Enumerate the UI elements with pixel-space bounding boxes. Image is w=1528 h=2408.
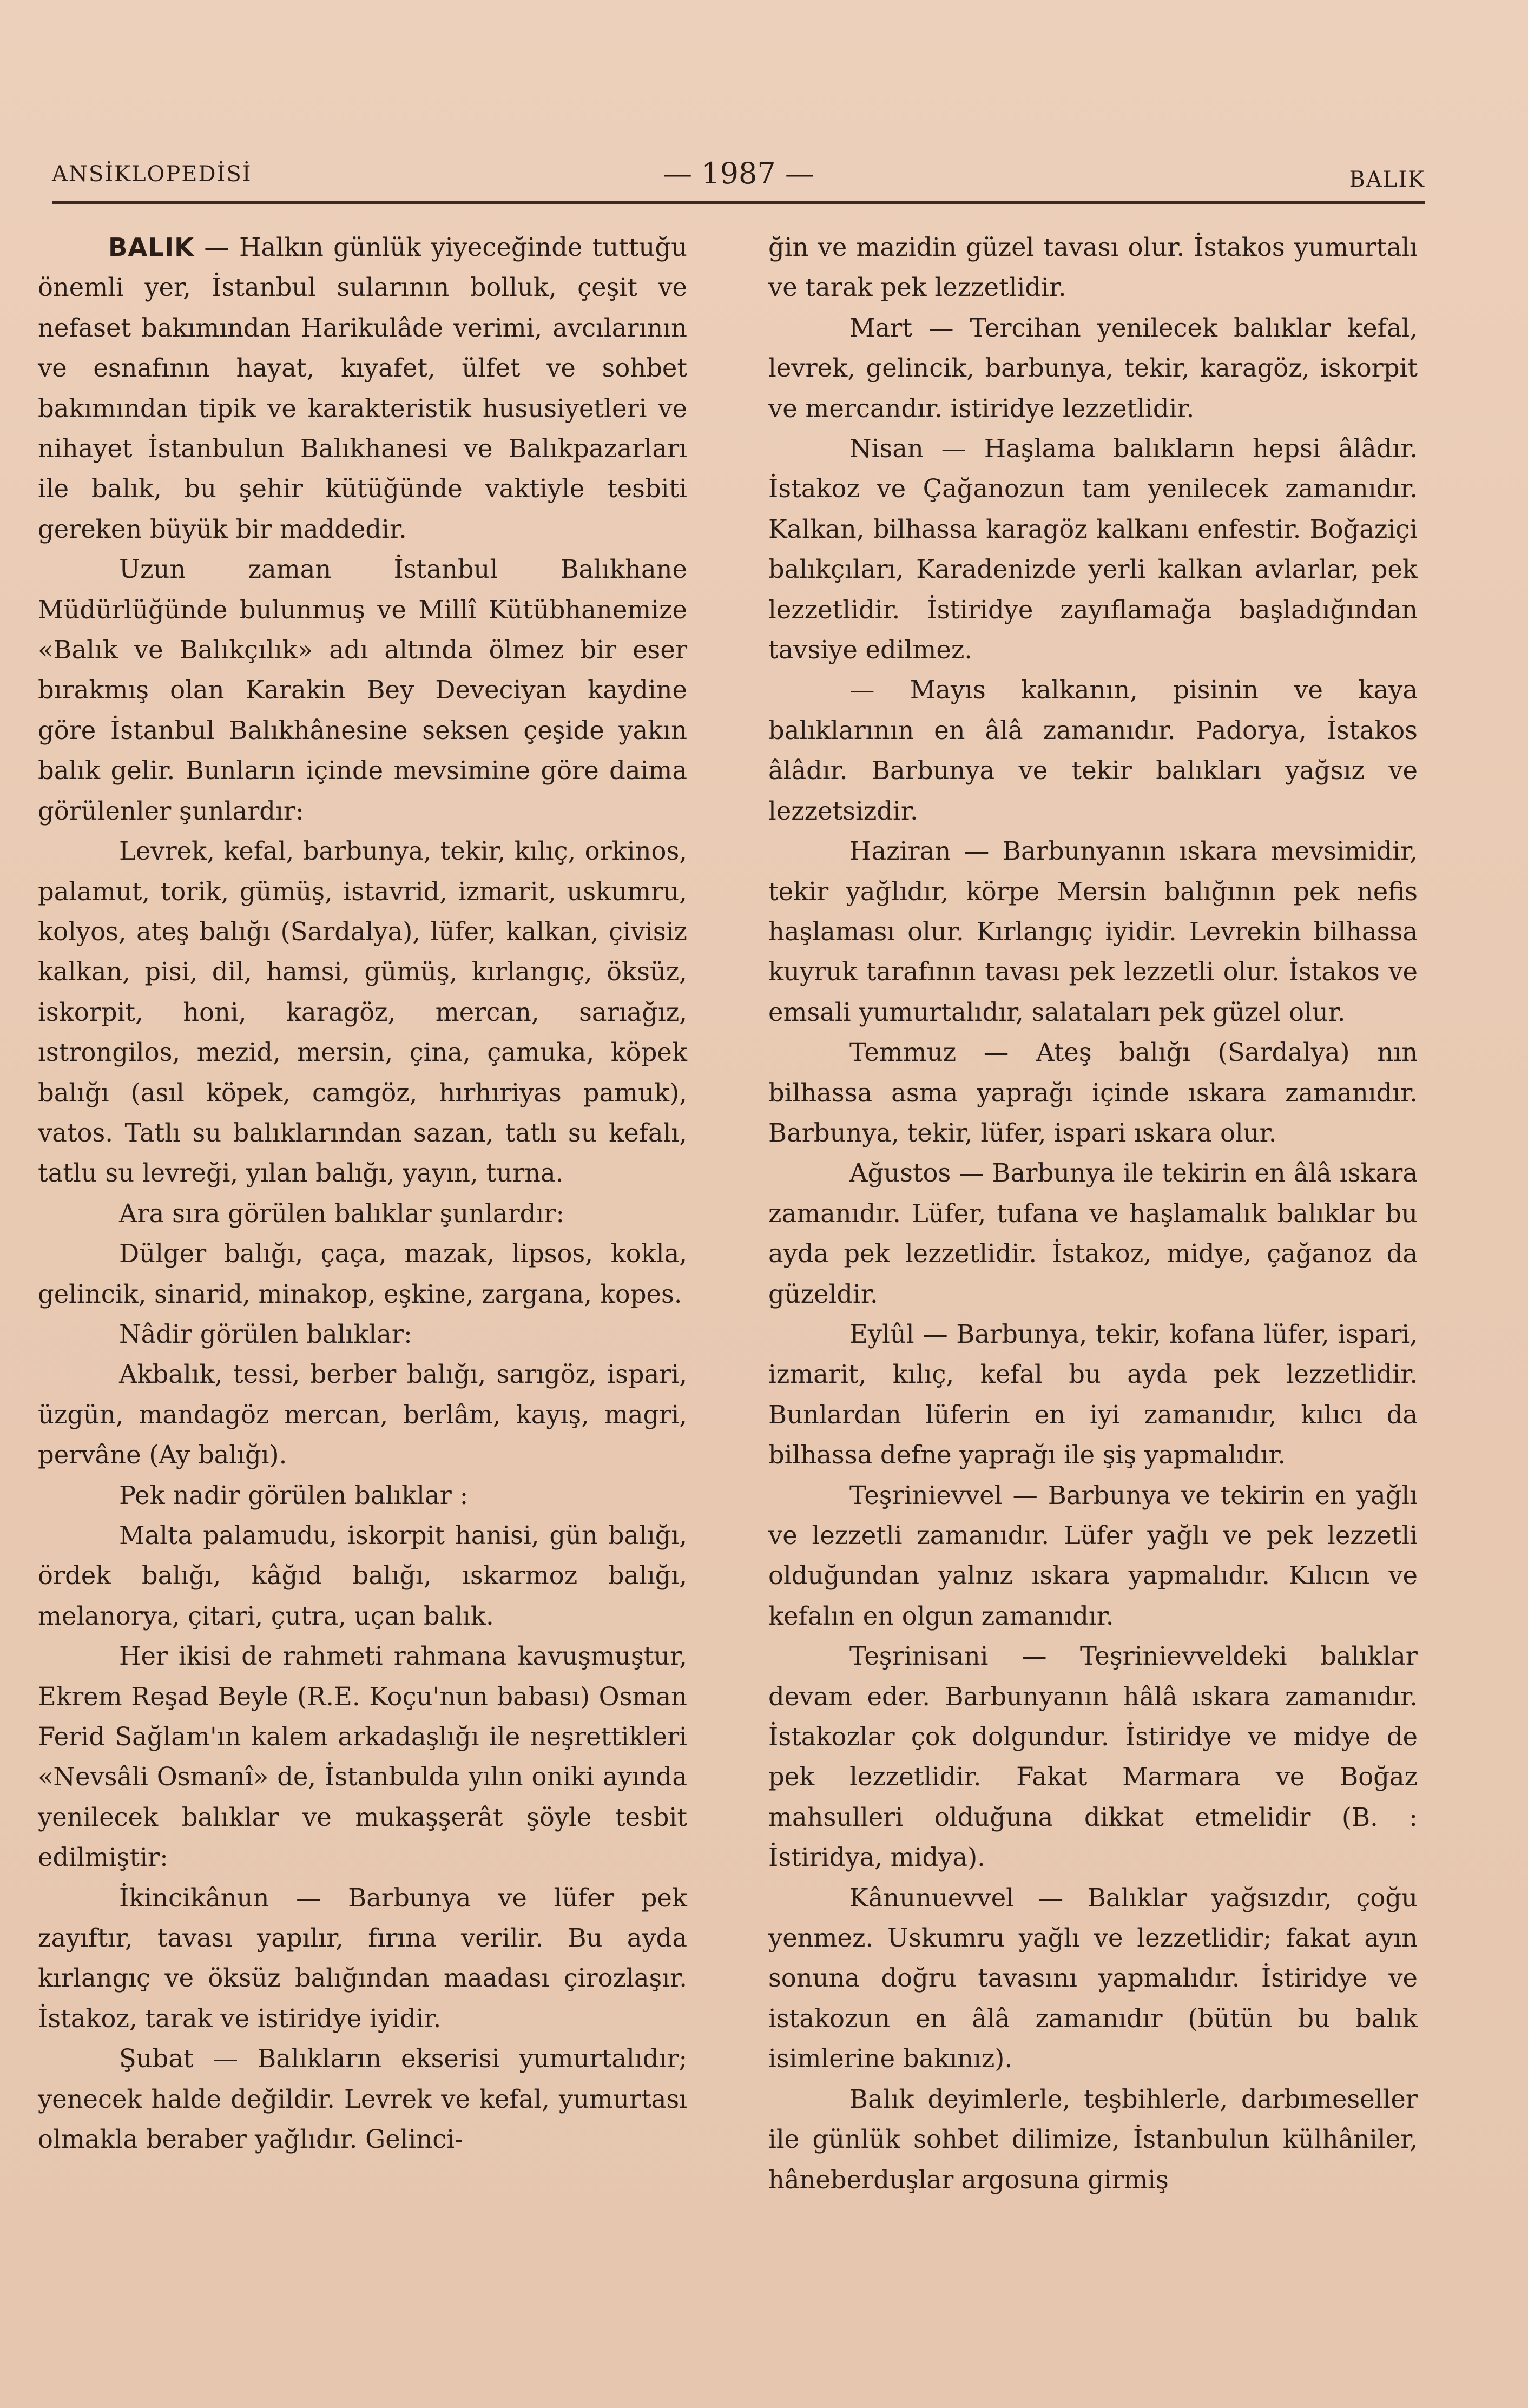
paragraph: Malta palamudu, iskorpit hanisi, gün balığı, ördek balığı, kâğıd balığı, ıskarmoz balığı, melanorya, çitari, çutra, uçan balık. [38, 1521, 687, 1631]
paragraph: Akbalık, tessi, berber balığı, sarıgöz, ispari, üzgün, mandagöz mercan, berlâm, kayış, magri, pervâne (Ay balığı). [38, 1360, 687, 1470]
entry-headword: BALIK [108, 233, 195, 262]
paragraph: Levrek, kefal, barbunya, tekir, kılıç, orkinos, palamut, torik, gümüş, istavrid, izmarit, uskumru, kolyos, ateş balığı (Sardalya), lüfer, kalkan, çivisiz kalkan, pisi, dil, hamsi, gümüş, kırlangıç, öksüz, iskorpit, honi, karagöz, mercan, sarıağız, ıstrongilos, mezid, mersin, çina, çamuka, köpek balığı (asıl köpek, camgöz, hırhıriyas pamuk), vatos. Tatlı su balıklarından sazan, tatlı su kefalı, tatlu su levreği, yılan balığı, yayın, turna. [38, 836, 687, 1188]
paragraph: Dülger balığı, çaça, mazak, lipsos, kokla, gelincik, sinarid, minakop, eşkine, zargana, kopes. [38, 1239, 687, 1309]
paragraph: Balık deyimlerle, teşbihlerle, darbımeseller ile günlük sohbet dilimize, İstanbulun külhâniler, hâneberduşlar argosuna girmiş [768, 2084, 1418, 2194]
paragraph: Eylûl — Barbunya, tekir, kofana lüfer, ispari, izmarit, kılıç, kefal bu ayda pek lezzetlidir. Bunlardan lüferin en iyi zamanıdır, kılıcı da bilhassa defne yaprağı ile şiş yapmalıdır. [768, 1319, 1418, 1470]
running-header [52, 154, 1425, 197]
header-rule [52, 201, 1425, 204]
paragraph: Nâdir görülen balıklar: [119, 1319, 412, 1349]
paragraph: Temmuz — Ateş balığı (Sardalya) nın bilhassa asma yaprağı içinde ıskara zamanıdır. Barbunya, tekir, lüfer, ispari ıskara olur. [768, 1038, 1418, 1147]
paragraph: Her ikisi de rahmeti rahmana kavuşmuştur, Ekrem Reşad Beyle (R.E. Koçu'nun babası) Osman Ferid Sağlam'ın kalem arkadaşlığı ile neşrettikleri «Nevsâli Osmanî» de, İstanbulda yılın oniki ayında yenilecek balıklar ve mukaşşerât şöyle tesbit edilmiştir: [38, 1641, 687, 1872]
left-column [38, 227, 687, 2380]
right-column [768, 227, 1418, 2380]
entry-text: — Halkın günlük yiyeceğinde tuttuğu önemli yer, İstanbul sularının bolluk, çeşit ve nefaset bakımından Harikulâde verimi, avcılarının ve esnafının hayat, kıyafet, ülfet ve sohbet bakımından tipik ve karakteristik hususiyetleri ve nihayet İstanbulun Balıkhanesi ve Balıkpazarları ile balık, bu şehir kütüğünde vaktiyle tesbiti gereken büyük bir maddedir. [38, 233, 687, 544]
paragraph: Uzun zaman İstanbul Balıkhane Müdürlüğünde bulunmuş ve Millî Kütübhanemize «Balık ve Balıkçılık» adı altında ölmez bir eser bırakmış olan Karakin Bey Deveciyan kaydine göre İstanbul Balıkhânesine seksen çeşide yakın balık gelir. Bunların içinde mevsimine göre daima görülenler şunlardır: [38, 555, 687, 826]
entry-paragraph [38, 227, 687, 549]
paragraph: İkincikânun — Barbunya ve lüfer pek zayıftır, tavası yapılır, fırına verilir. Bu ayda kırlangıç ve öksüz balığından maadası çirozlaşır. İstakoz, tarak ve istiridye iyidir. [38, 1883, 687, 2033]
paragraph: Kânunuevvel — Balıklar yağsızdır, çoğu yenmez. Uskumru yağlı ve lezzetlidir; fakat ayın sonuna doğru tavasını yapmalıdır. İstiridye ve istakozun en âlâ zamanıdır (bütün bu balık isimlerine bakınız). [768, 1883, 1418, 2074]
header-right-keyword: BALIK [1349, 167, 1425, 192]
page-number: — 1987 — [663, 156, 814, 190]
paragraph: Ağustos — Barbunya ile tekirin en âlâ ıskara zamanıdır. Lüfer, tufana ve haşlamalık balıklar bu ayda pek lezzetlidir. İstakoz, midye, çağanoz da güzeldir. [768, 1158, 1418, 1309]
paragraph: Teşrinisani — Teşrinievveldeki balıklar devam eder. Barbunyanın hâlâ ıskara zamanıdır. İstakozlar çok dolgundur. İstiridye ve midye de pek lezzetlidir. Fakat Marmara ve Boğaz mahsulleri olduğuna dikkat etmelidir (B. : İstiridya, midya). [768, 1641, 1418, 1872]
paragraph: Nisan — Haşlama balıkların hepsi âlâdır. İstakoz ve Çağanozun tam yenilecek zamanıdır. Kalkan, bilhassa karagöz kalkanı enfestir. Boğaziçi balıkçıları, Karadenizde yerli kalkan avlarlar, pek lezzetlidir. İstiridye zayıflamağa başladığından tavsiye edilmez. [768, 434, 1418, 665]
paragraph: Ara sıra görülen balıklar şunlardır: [119, 1198, 565, 1228]
paragraph: Teşrinievvel — Barbunya ve tekirin en yağlı ve lezzetli zamanıdır. Lüfer yağlı ve pek lezzetli olduğundan yalnız ıskara yapmalıdır. Kılıcın ve kefalın en olgun zamanıdır. [768, 1480, 1418, 1631]
paragraph: Şubat — Balıkların ekserisi yumurtalıdır; yenecek halde değildir. Levrek ve kefal, yumurtası olmakla beraber yağlıdır. Gelinci- [38, 2044, 687, 2154]
paragraph: — Mayıs kalkanın, pisinin ve kaya balıklarının en âlâ zamanıdır. Padorya, İstakos âlâdır. Barbunya ve tekir balıkları yağsız ve lezzetsizdir. [768, 675, 1418, 826]
paragraph: Haziran — Barbunyanın ıskara mevsimidir, tekir yağlıdır, körpe Mersin balığının pek nefis haşlaması olur. Kırlangıç iyidir. Levrekin bilhassa kuyruk tarafının tavası pek lezzetli olur. İstakos ve emsali yumurtalıdır, salataları pek güzel olur. [768, 836, 1418, 1027]
paragraph: Mart — Tercihan yenilecek balıklar kefal, levrek, gelincik, barbunya, tekir, karagöz, iskorpit ve mercandır. istiridye lezzetlidir. [768, 313, 1418, 423]
header-left-title: ANSİKLOPEDİSİ [52, 162, 252, 187]
paragraph: Pek nadir görülen balıklar : [119, 1480, 469, 1510]
paragraph: ğin ve mazidin güzel tavası olur. İstakos yumurtalı ve tarak pek lezzetlidir. [768, 233, 1418, 302]
